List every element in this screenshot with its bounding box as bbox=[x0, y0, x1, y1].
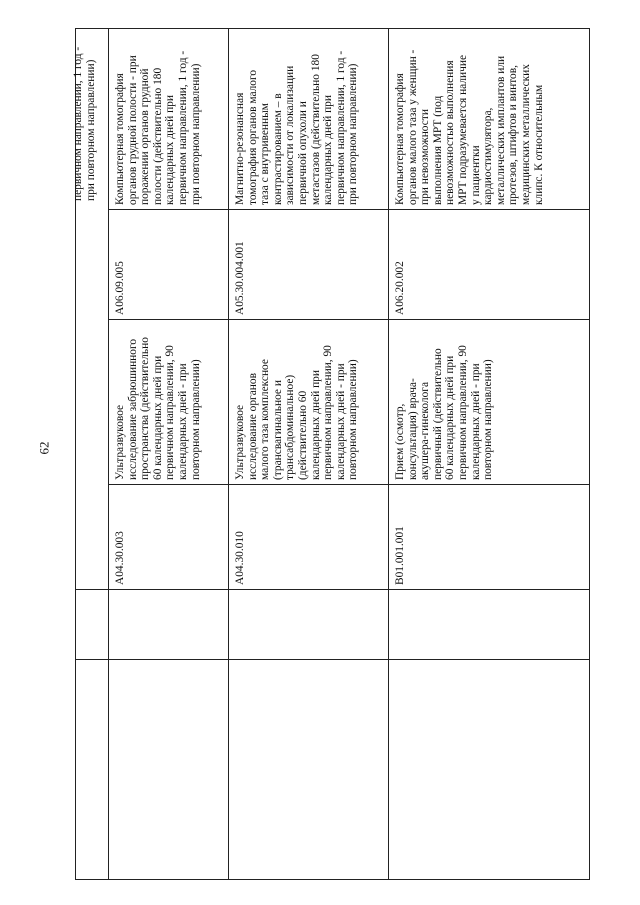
row2-code1: A04.30.010 bbox=[234, 531, 246, 585]
row2-desc1: Ультразвуковое исследование органов малого таза комплексное (трансвагинальное и трансабдоминальное) (действительно 60 календарных дней при первичном направлении, 90 календарных дней - при повторном направлении) bbox=[234, 345, 360, 480]
col-divider bbox=[76, 589, 589, 590]
col-divider bbox=[108, 209, 589, 210]
row1-desc1: Ультразвуковое исследование забрюшинного пространства (действительно 60 календарных дней при первичном направлении, 90 календарных дней - при повторном направлении) bbox=[114, 337, 202, 480]
row2-code2: A05.30.004.001 bbox=[234, 241, 246, 315]
row3-code1: B01.001.001 bbox=[394, 526, 406, 585]
row3-desc2: Компьютерная томография органов малого таза у женщин - при невозможности выполнения МРТ (под невозможностью выполнения МРТ подразумевается наличие у пациентки кардиостимулятора, металлических имплантов или протезов, штифтов и винтов, медицинских металлических клипс. К относительным bbox=[394, 49, 545, 205]
row-divider bbox=[228, 29, 229, 879]
page-number: 62 bbox=[36, 441, 52, 455]
col-divider bbox=[108, 484, 589, 485]
row2-desc2: Магнитно-резонансная томография органов малого таза с внутривенным контрастированием – в зависимости от локализации первичной опухоли и метастазов (действительно 180 календарных дней при первичном направлении, 1 год - при повторном направлении) bbox=[234, 50, 360, 205]
row-divider bbox=[108, 29, 109, 879]
continuation-text: первичном направлении, 1 год - при повторном направлении) bbox=[72, 46, 97, 201]
row3-desc1: Прием (осмотр, консультация) врача- акушера-гинеколога первичный (действительно 60 календарных дней при первичном направлении, 90 календарных дней - при повторном направлении) bbox=[394, 345, 495, 480]
row3-code2: A06.20.002 bbox=[394, 261, 406, 315]
row1-code1: A04.30.003 bbox=[114, 531, 126, 585]
col-divider bbox=[108, 319, 589, 320]
row-divider bbox=[388, 29, 389, 879]
row1-desc2: Компьютерная томография органов грудной полости - при поражении органов грудной полости (действительно 180 календарных дней при первичном направлении, 1 год - при повторном направлении) bbox=[114, 50, 202, 205]
table-rotated bbox=[72, 28, 590, 880]
row1-code2: A06.09.005 bbox=[114, 261, 126, 315]
col-divider bbox=[76, 659, 589, 660]
